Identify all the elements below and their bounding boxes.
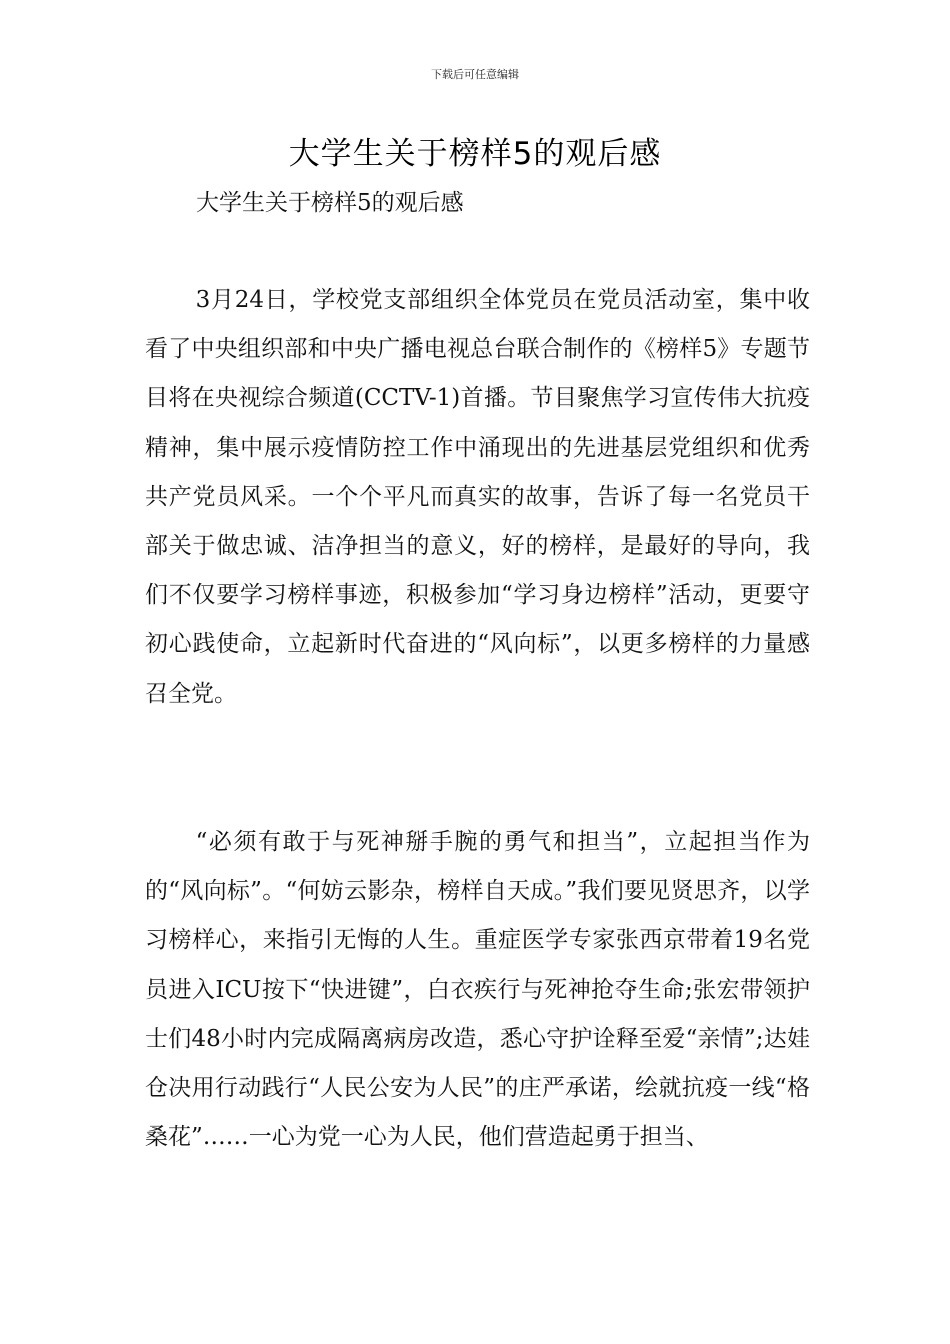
document-subtitle: 大学生关于榜样5的观后感 [196, 190, 464, 216]
document-title: 大学生关于榜样5的观后感 [288, 136, 662, 172]
paragraph: 3月24日，学校党支部组织全体党员在党员活动室，集中收看了中央组织部和中央广播电视总台联合制作的《榜样5》专题节目将在央视综合频道(CCTV-1)首播。节目聚焦学习宣传伟大抗疫精神，集中展示疫情防控工作中涌现出的先进基层党组织和优秀共产党员风采。一个个平凡而真实的故事，告诉了每一名党员干部关于做忠诚、洁净担当的意义，好的榜样，是最好的导向，我们不仅要学习榜样事迹，积极参加“学习身边榜样”活动，更要守初心践使命，立起新时代奋进的“风向标”，以更多榜样的力量感召全党。 [145, 287, 810, 707]
header-note: 下载后可任意编辑 [431, 68, 519, 81]
paragraph: “必须有敢于与死神掰手腕的勇气和担当”，立起担当作为的“风向标”。“何妨云影杂，榜样自天成。”我们要见贤思齐，以学习榜样心，来指引无悔的人生。重症医学专家张西京带着19名党员进入ICU按下“快进键”，白衣疾行与死神抢夺生命;张宏带领护士们48小时内完成隔离病房改造，悉心守护诠释至爱“亲情”;达娃仓决用行动践行“人民公安为人民”的庄严承诺，绘就抗疫一线“格桑花”……一心为党一心为人民，他们营造起勇于担当、 [145, 829, 810, 1151]
